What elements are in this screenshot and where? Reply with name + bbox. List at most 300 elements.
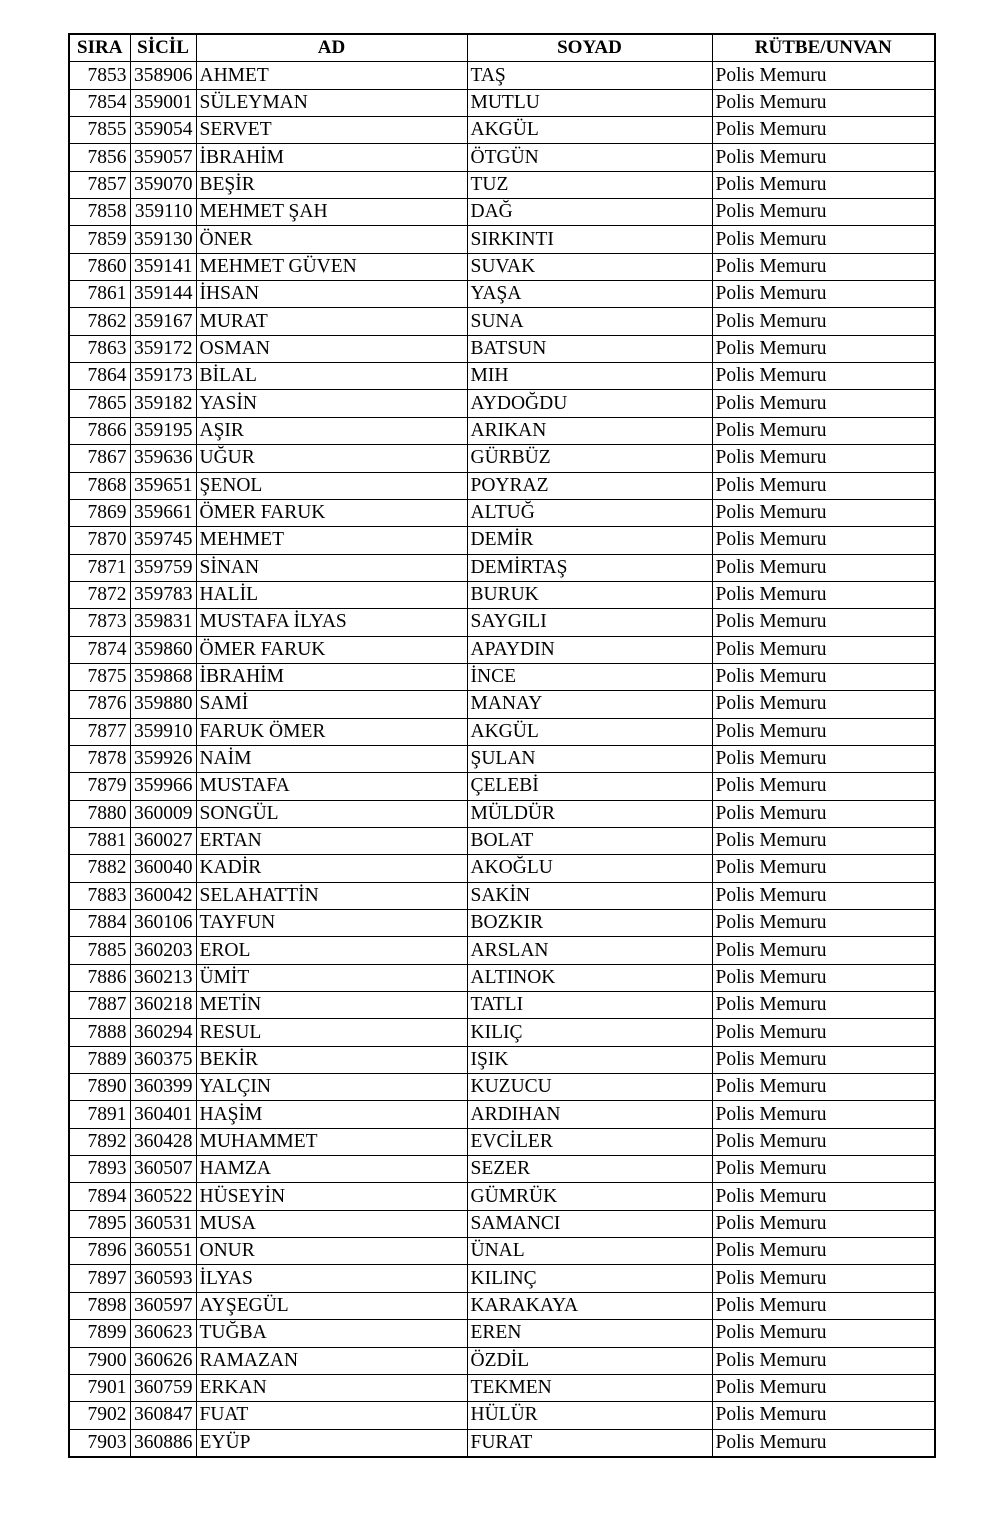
cell-soyad: ARSLAN <box>467 937 712 964</box>
cell-sicil: 359745 <box>130 527 196 554</box>
cell-rutbe: Polis Memuru <box>712 554 935 581</box>
table-row <box>69 1183 935 1210</box>
table-row <box>69 1320 935 1347</box>
cell-ad: SAMİ <box>196 691 467 718</box>
cell-sira: 7861 <box>69 281 130 308</box>
cell-sira: 7866 <box>69 417 130 444</box>
cell-rutbe: Polis Memuru <box>712 1429 935 1457</box>
cell-soyad: IŞIK <box>467 1046 712 1073</box>
cell-rutbe: Polis Memuru <box>712 1156 935 1183</box>
cell-ad: YALÇIN <box>196 1074 467 1101</box>
cell-ad: BEŞİR <box>196 171 467 198</box>
table-row <box>69 1210 935 1237</box>
cell-soyad: SUVAK <box>467 253 712 280</box>
cell-rutbe: Polis Memuru <box>712 417 935 444</box>
cell-soyad: ŞULAN <box>467 745 712 772</box>
table-row <box>69 308 935 335</box>
column-header-ad: AD <box>196 34 467 62</box>
table-row <box>69 937 935 964</box>
cell-ad: İLYAS <box>196 1265 467 1292</box>
cell-sicil: 360759 <box>130 1374 196 1401</box>
table-row <box>69 499 935 526</box>
cell-rutbe: Polis Memuru <box>712 281 935 308</box>
cell-ad: ŞENOL <box>196 472 467 499</box>
cell-ad: SERVET <box>196 117 467 144</box>
cell-soyad: ARDIHAN <box>467 1101 712 1128</box>
cell-soyad: DEMİR <box>467 527 712 554</box>
cell-sira: 7868 <box>69 472 130 499</box>
cell-sicil: 360847 <box>130 1402 196 1429</box>
cell-sira: 7878 <box>69 745 130 772</box>
table-row <box>69 609 935 636</box>
cell-rutbe: Polis Memuru <box>712 773 935 800</box>
table-row <box>69 1019 935 1046</box>
cell-sicil: 360507 <box>130 1156 196 1183</box>
cell-sicil: 359783 <box>130 581 196 608</box>
cell-soyad: ARIKAN <box>467 417 712 444</box>
cell-ad: İHSAN <box>196 281 467 308</box>
cell-rutbe: Polis Memuru <box>712 937 935 964</box>
table-row <box>69 527 935 554</box>
cell-soyad: ÖTGÜN <box>467 144 712 171</box>
table-row <box>69 554 935 581</box>
cell-soyad: TAŞ <box>467 62 712 89</box>
cell-soyad: ALTINOK <box>467 964 712 991</box>
cell-sicil: 360213 <box>130 964 196 991</box>
table-row <box>69 663 935 690</box>
cell-rutbe: Polis Memuru <box>712 1128 935 1155</box>
cell-ad: ÖNER <box>196 226 467 253</box>
table-row <box>69 581 935 608</box>
cell-rutbe: Polis Memuru <box>712 1046 935 1073</box>
cell-ad: ERTAN <box>196 827 467 854</box>
cell-soyad: AKGÜL <box>467 718 712 745</box>
cell-rutbe: Polis Memuru <box>712 472 935 499</box>
cell-sicil: 360626 <box>130 1347 196 1374</box>
cell-ad: SÜLEYMAN <box>196 89 467 116</box>
cell-rutbe: Polis Memuru <box>712 199 935 226</box>
cell-ad: MUSTAFA <box>196 773 467 800</box>
cell-soyad: SIRKINTI <box>467 226 712 253</box>
cell-rutbe: Polis Memuru <box>712 1292 935 1319</box>
cell-sira: 7887 <box>69 992 130 1019</box>
cell-sicil: 360522 <box>130 1183 196 1210</box>
cell-sicil: 359110 <box>130 199 196 226</box>
cell-sicil: 360597 <box>130 1292 196 1319</box>
cell-sicil: 360401 <box>130 1101 196 1128</box>
cell-ad: KADİR <box>196 855 467 882</box>
table-row <box>69 882 935 909</box>
cell-ad: TUĞBA <box>196 1320 467 1347</box>
cell-sicil: 359130 <box>130 226 196 253</box>
cell-rutbe: Polis Memuru <box>712 62 935 89</box>
personnel-table <box>68 33 936 1458</box>
table-row <box>69 1046 935 1073</box>
cell-ad: SONGÜL <box>196 800 467 827</box>
cell-rutbe: Polis Memuru <box>712 1019 935 1046</box>
table-row <box>69 1101 935 1128</box>
cell-rutbe: Polis Memuru <box>712 609 935 636</box>
cell-sira: 7889 <box>69 1046 130 1073</box>
table-row <box>69 1292 935 1319</box>
cell-soyad: GÜMRÜK <box>467 1183 712 1210</box>
column-header-sira: SIRA <box>69 34 130 62</box>
cell-ad: EROL <box>196 937 467 964</box>
cell-sicil: 359182 <box>130 390 196 417</box>
cell-soyad: FURAT <box>467 1429 712 1457</box>
cell-soyad: ÜNAL <box>467 1238 712 1265</box>
cell-sira: 7876 <box>69 691 130 718</box>
cell-sira: 7897 <box>69 1265 130 1292</box>
cell-ad: AŞIR <box>196 417 467 444</box>
cell-rutbe: Polis Memuru <box>712 964 935 991</box>
cell-sicil: 359167 <box>130 308 196 335</box>
cell-sicil: 360203 <box>130 937 196 964</box>
table-row <box>69 1128 935 1155</box>
cell-rutbe: Polis Memuru <box>712 363 935 390</box>
cell-sicil: 358906 <box>130 62 196 89</box>
cell-rutbe: Polis Memuru <box>712 171 935 198</box>
table-row <box>69 1347 935 1374</box>
cell-sicil: 359868 <box>130 663 196 690</box>
cell-sicil: 360428 <box>130 1128 196 1155</box>
cell-sicil: 359057 <box>130 144 196 171</box>
cell-soyad: EVCİLER <box>467 1128 712 1155</box>
table-row <box>69 718 935 745</box>
table-row <box>69 1238 935 1265</box>
cell-ad: MEHMET GÜVEN <box>196 253 467 280</box>
table-row <box>69 964 935 991</box>
cell-soyad: SAMANCI <box>467 1210 712 1237</box>
cell-soyad: İNCE <box>467 663 712 690</box>
cell-sicil: 360027 <box>130 827 196 854</box>
cell-sira: 7883 <box>69 882 130 909</box>
cell-rutbe: Polis Memuru <box>712 1374 935 1401</box>
cell-sira: 7872 <box>69 581 130 608</box>
cell-ad: BEKİR <box>196 1046 467 1073</box>
cell-sira: 7855 <box>69 117 130 144</box>
cell-sira: 7898 <box>69 1292 130 1319</box>
cell-ad: ÖMER FARUK <box>196 636 467 663</box>
cell-sicil: 360106 <box>130 910 196 937</box>
cell-rutbe: Polis Memuru <box>712 1265 935 1292</box>
cell-soyad: ALTUĞ <box>467 499 712 526</box>
cell-rutbe: Polis Memuru <box>712 1320 935 1347</box>
cell-sira: 7893 <box>69 1156 130 1183</box>
cell-sira: 7873 <box>69 609 130 636</box>
cell-sicil: 360294 <box>130 1019 196 1046</box>
cell-ad: FARUK ÖMER <box>196 718 467 745</box>
cell-ad: RAMAZAN <box>196 1347 467 1374</box>
cell-sicil: 359172 <box>130 335 196 362</box>
table-row <box>69 171 935 198</box>
table-row <box>69 89 935 116</box>
cell-sira: 7903 <box>69 1429 130 1457</box>
cell-ad: FUAT <box>196 1402 467 1429</box>
cell-ad: ERKAN <box>196 1374 467 1401</box>
table-row <box>69 253 935 280</box>
table-row <box>69 1265 935 1292</box>
cell-soyad: KUZUCU <box>467 1074 712 1101</box>
cell-sira: 7863 <box>69 335 130 362</box>
cell-sicil: 359966 <box>130 773 196 800</box>
cell-rutbe: Polis Memuru <box>712 855 935 882</box>
cell-sicil: 359054 <box>130 117 196 144</box>
cell-sicil: 359070 <box>130 171 196 198</box>
cell-sicil: 360886 <box>130 1429 196 1457</box>
cell-sira: 7900 <box>69 1347 130 1374</box>
cell-rutbe: Polis Memuru <box>712 445 935 472</box>
cell-soyad: POYRAZ <box>467 472 712 499</box>
table-row <box>69 335 935 362</box>
cell-sicil: 360531 <box>130 1210 196 1237</box>
cell-ad: HÜSEYİN <box>196 1183 467 1210</box>
cell-soyad: KILIÇ <box>467 1019 712 1046</box>
cell-rutbe: Polis Memuru <box>712 117 935 144</box>
cell-rutbe: Polis Memuru <box>712 1101 935 1128</box>
cell-rutbe: Polis Memuru <box>712 499 935 526</box>
cell-sicil: 360009 <box>130 800 196 827</box>
cell-rutbe: Polis Memuru <box>712 691 935 718</box>
cell-soyad: GÜRBÜZ <box>467 445 712 472</box>
cell-sira: 7888 <box>69 1019 130 1046</box>
cell-ad: MURAT <box>196 308 467 335</box>
cell-ad: TAYFUN <box>196 910 467 937</box>
table-row <box>69 745 935 772</box>
cell-ad: METİN <box>196 992 467 1019</box>
cell-sira: 7894 <box>69 1183 130 1210</box>
cell-sira: 7857 <box>69 171 130 198</box>
table-row <box>69 855 935 882</box>
table-row <box>69 472 935 499</box>
cell-soyad: SUNA <box>467 308 712 335</box>
table-row <box>69 1402 935 1429</box>
cell-rutbe: Polis Memuru <box>712 745 935 772</box>
cell-ad: MEHMET ŞAH <box>196 199 467 226</box>
header-row <box>69 34 935 62</box>
cell-soyad: AKOĞLU <box>467 855 712 882</box>
table-row <box>69 199 935 226</box>
cell-soyad: SEZER <box>467 1156 712 1183</box>
table-row <box>69 281 935 308</box>
cell-sicil: 359926 <box>130 745 196 772</box>
cell-ad: ÖMER FARUK <box>196 499 467 526</box>
cell-ad: HALİL <box>196 581 467 608</box>
cell-ad: İBRAHİM <box>196 144 467 171</box>
cell-sira: 7880 <box>69 800 130 827</box>
cell-rutbe: Polis Memuru <box>712 1210 935 1237</box>
cell-sira: 7858 <box>69 199 130 226</box>
table-row <box>69 363 935 390</box>
cell-soyad: MUTLU <box>467 89 712 116</box>
cell-sicil: 360042 <box>130 882 196 909</box>
cell-sicil: 359141 <box>130 253 196 280</box>
cell-ad: SİNAN <box>196 554 467 581</box>
cell-soyad: BOZKIR <box>467 910 712 937</box>
cell-rutbe: Polis Memuru <box>712 800 935 827</box>
cell-sira: 7871 <box>69 554 130 581</box>
cell-soyad: KILINÇ <box>467 1265 712 1292</box>
cell-sira: 7885 <box>69 937 130 964</box>
cell-soyad: ÖZDİL <box>467 1347 712 1374</box>
cell-sira: 7859 <box>69 226 130 253</box>
cell-sira: 7902 <box>69 1402 130 1429</box>
cell-ad: OSMAN <box>196 335 467 362</box>
cell-sira: 7890 <box>69 1074 130 1101</box>
column-header-rutbe: RÜTBE/UNVAN <box>712 34 935 62</box>
cell-sira: 7867 <box>69 445 130 472</box>
cell-soyad: BATSUN <box>467 335 712 362</box>
cell-rutbe: Polis Memuru <box>712 1347 935 1374</box>
cell-ad: MUSA <box>196 1210 467 1237</box>
cell-rutbe: Polis Memuru <box>712 1402 935 1429</box>
table-header <box>69 34 935 62</box>
cell-ad: NAİM <box>196 745 467 772</box>
table-row <box>69 992 935 1019</box>
cell-soyad: DAĞ <box>467 199 712 226</box>
cell-rutbe: Polis Memuru <box>712 1183 935 1210</box>
cell-sicil: 359173 <box>130 363 196 390</box>
cell-sira: 7896 <box>69 1238 130 1265</box>
cell-soyad: BOLAT <box>467 827 712 854</box>
cell-soyad: SAKİN <box>467 882 712 909</box>
cell-sira: 7886 <box>69 964 130 991</box>
cell-ad: HAŞİM <box>196 1101 467 1128</box>
cell-sira: 7884 <box>69 910 130 937</box>
cell-soyad: APAYDIN <box>467 636 712 663</box>
cell-sicil: 359001 <box>130 89 196 116</box>
table-row <box>69 827 935 854</box>
cell-rutbe: Polis Memuru <box>712 144 935 171</box>
cell-ad: AHMET <box>196 62 467 89</box>
table-row <box>69 1374 935 1401</box>
cell-sira: 7853 <box>69 62 130 89</box>
table-row <box>69 910 935 937</box>
column-header-sicil: SİCİL <box>130 34 196 62</box>
cell-sicil: 359144 <box>130 281 196 308</box>
cell-sira: 7854 <box>69 89 130 116</box>
cell-sira: 7862 <box>69 308 130 335</box>
table-body <box>69 62 935 1457</box>
cell-soyad: BURUK <box>467 581 712 608</box>
cell-sicil: 359651 <box>130 472 196 499</box>
cell-soyad: TUZ <box>467 171 712 198</box>
cell-sira: 7881 <box>69 827 130 854</box>
table-row <box>69 226 935 253</box>
cell-rutbe: Polis Memuru <box>712 718 935 745</box>
cell-rutbe: Polis Memuru <box>712 1074 935 1101</box>
cell-sira: 7875 <box>69 663 130 690</box>
cell-soyad: YAŞA <box>467 281 712 308</box>
table-row <box>69 117 935 144</box>
cell-sicil: 359195 <box>130 417 196 444</box>
cell-ad: İBRAHİM <box>196 663 467 690</box>
table-row <box>69 800 935 827</box>
table-row <box>69 691 935 718</box>
cell-sira: 7864 <box>69 363 130 390</box>
cell-sicil: 360623 <box>130 1320 196 1347</box>
cell-sicil: 360593 <box>130 1265 196 1292</box>
cell-rutbe: Polis Memuru <box>712 910 935 937</box>
cell-soyad: SAYGILI <box>467 609 712 636</box>
cell-soyad: HÜLÜR <box>467 1402 712 1429</box>
cell-ad: AYŞEGÜL <box>196 1292 467 1319</box>
cell-sira: 7874 <box>69 636 130 663</box>
table-row <box>69 1429 935 1457</box>
cell-ad: EYÜP <box>196 1429 467 1457</box>
cell-soyad: TEKMEN <box>467 1374 712 1401</box>
cell-rutbe: Polis Memuru <box>712 882 935 909</box>
table-row <box>69 390 935 417</box>
table-row <box>69 1074 935 1101</box>
cell-sira: 7901 <box>69 1374 130 1401</box>
cell-rutbe: Polis Memuru <box>712 390 935 417</box>
cell-soyad: TATLI <box>467 992 712 1019</box>
cell-sira: 7856 <box>69 144 130 171</box>
cell-sira: 7882 <box>69 855 130 882</box>
cell-rutbe: Polis Memuru <box>712 581 935 608</box>
cell-soyad: MIH <box>467 363 712 390</box>
cell-ad: UĞUR <box>196 445 467 472</box>
table-row <box>69 62 935 89</box>
cell-ad: MEHMET <box>196 527 467 554</box>
cell-ad: BİLAL <box>196 363 467 390</box>
cell-sicil: 359910 <box>130 718 196 745</box>
cell-sicil: 360551 <box>130 1238 196 1265</box>
cell-rutbe: Polis Memuru <box>712 89 935 116</box>
cell-sicil: 360218 <box>130 992 196 1019</box>
cell-soyad: AKGÜL <box>467 117 712 144</box>
cell-sicil: 359860 <box>130 636 196 663</box>
cell-sira: 7892 <box>69 1128 130 1155</box>
cell-soyad: AYDOĞDU <box>467 390 712 417</box>
cell-ad: ONUR <box>196 1238 467 1265</box>
table-row <box>69 445 935 472</box>
table-row <box>69 417 935 444</box>
cell-ad: SELAHATTİN <box>196 882 467 909</box>
cell-sira: 7895 <box>69 1210 130 1237</box>
cell-rutbe: Polis Memuru <box>712 992 935 1019</box>
table-row <box>69 1156 935 1183</box>
cell-sicil: 359661 <box>130 499 196 526</box>
cell-rutbe: Polis Memuru <box>712 308 935 335</box>
cell-sira: 7865 <box>69 390 130 417</box>
cell-rutbe: Polis Memuru <box>712 253 935 280</box>
table-row <box>69 144 935 171</box>
cell-soyad: MÜLDÜR <box>467 800 712 827</box>
cell-sira: 7870 <box>69 527 130 554</box>
cell-rutbe: Polis Memuru <box>712 226 935 253</box>
cell-ad: MUHAMMET <box>196 1128 467 1155</box>
cell-sira: 7879 <box>69 773 130 800</box>
cell-sira: 7899 <box>69 1320 130 1347</box>
cell-soyad: KARAKAYA <box>467 1292 712 1319</box>
table-row <box>69 636 935 663</box>
cell-rutbe: Polis Memuru <box>712 636 935 663</box>
cell-soyad: DEMİRTAŞ <box>467 554 712 581</box>
cell-sicil: 359759 <box>130 554 196 581</box>
cell-sicil: 360040 <box>130 855 196 882</box>
cell-sira: 7869 <box>69 499 130 526</box>
cell-sicil: 359831 <box>130 609 196 636</box>
cell-sira: 7877 <box>69 718 130 745</box>
cell-sicil: 359880 <box>130 691 196 718</box>
column-header-soyad: SOYAD <box>467 34 712 62</box>
cell-rutbe: Polis Memuru <box>712 663 935 690</box>
cell-ad: MUSTAFA İLYAS <box>196 609 467 636</box>
cell-soyad: MANAY <box>467 691 712 718</box>
cell-soyad: EREN <box>467 1320 712 1347</box>
